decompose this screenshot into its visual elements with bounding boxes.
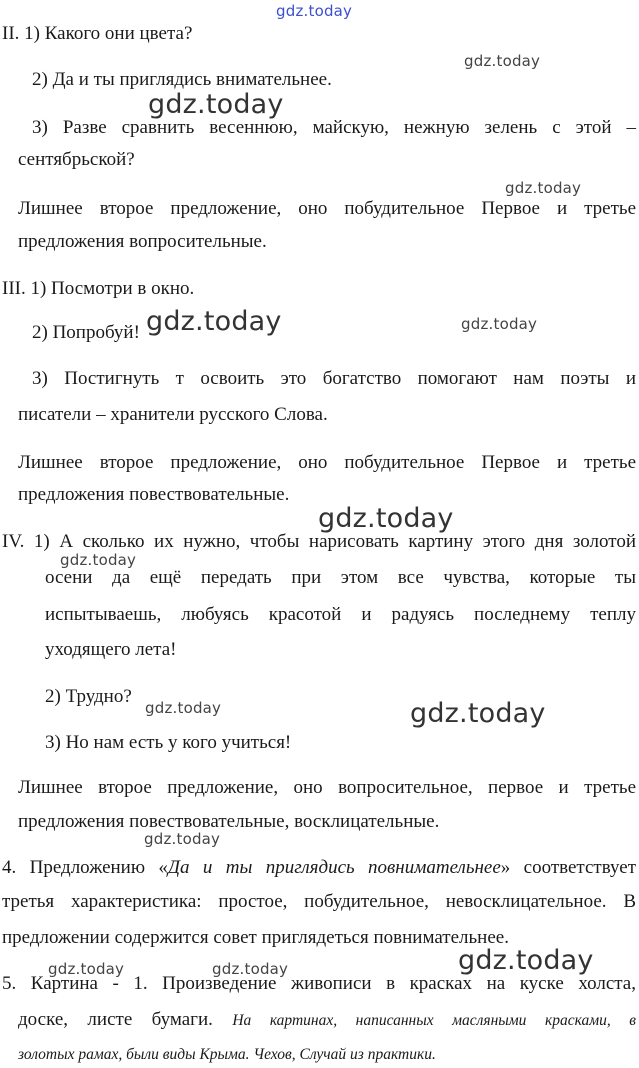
item-4-line-1 [2,856,636,880]
section-4-question-1-line-3: испытываешь, любуясь красотой и радуясь последнему теплу [45,604,636,625]
section-4-question-3: 3) Но нам есть у кого учиться! [45,732,292,753]
watermark: gdz.today [48,960,125,978]
watermark: gdz.today [145,699,222,717]
section-4-question-1-line-4: уходящего лета! [45,639,177,660]
watermark: gdz.today [60,551,137,569]
section-3-question-1: III. 1) Посмотри в окно. [2,278,195,299]
section-2-question-2: 2) Да и ты приглядись внимательнее. [32,69,332,90]
item-4-suffix: » соответствует [500,857,636,878]
watermark-top: gdz.today [276,2,353,20]
item-4-line-2: третья характеристика: простое, побудительное, невосклицательное. В [2,891,636,912]
section-3-answer-line-1: Лишнее второе предложение, оно побудительное Первое и третье [18,452,636,473]
section-3-question-2: 2) Попробуй! [32,322,140,343]
item-5-example-part-2: золотых рамах, были виды Крыма. Чехов, Случай из практики. [18,1046,436,1063]
watermark: gdz.today [318,503,454,534]
watermark: gdz.today [144,830,221,848]
section-2-answer-line-2: предложения вопросительные. [18,231,267,252]
section-4-question-1-line-1: IV. 1) А сколько их нужно, чтобы нарисовать картину этого дня золотой [2,531,636,552]
item-5-line-2 [18,1008,636,1033]
item-4-line-3: предложении содержится совет приглядеться повнимательнее. [2,927,509,948]
watermark: gdz.today [212,960,289,978]
watermark: gdz.today [146,306,282,337]
item-5-definition-end: доске, листе бумаги. [18,1009,213,1030]
section-4-question-1-line-2: осени да ещё передать при этом все чувства, которые ты [45,567,636,588]
watermark: gdz.today [458,945,594,976]
item-4-prefix: 4. Предложению « [2,857,168,878]
section-3-answer-line-2: предложения повествовательные. [18,484,290,505]
item-5-example-part-1: На картинах, написанных масляными красками, в [232,1012,637,1029]
watermark: gdz.today [464,52,541,70]
section-4-answer-line-2: предложения повествовательные, восклицательные. [18,811,440,832]
section-4-answer-line-1: Лишнее второе предложение, оно вопросительное, первое и третье [18,777,636,798]
item-5-line-1: 5. Картина - 1. Произведение живописи в красках на куске холста, [2,973,636,994]
section-4-question-2: 2) Трудно? [45,686,132,707]
item-4-quoted-sentence: Да и ты приглядись повнимательнее [167,857,501,878]
watermark: gdz.today [461,315,538,333]
watermark: gdz.today [410,698,546,729]
section-2-question-1: II. 1) Какого они цвета? [2,23,193,44]
section-2-answer-line-1: Лишнее второе предложение, оно побудительное Первое и третье [18,198,636,219]
section-2-question-3-line-2: сентябрьской? [18,149,135,170]
section-3-question-3-line-1: 3) Постигнуть т освоить это богатство помогают нам поэты и [32,368,636,389]
watermark: gdz.today [505,179,582,197]
watermark: gdz.today [148,89,284,120]
section-3-question-3-line-2: писатели – хранители русского Слова. [18,404,328,425]
section-2-question-3-line-1: 3) Разве сравнить весеннюю, майскую, нежную зелень с этой – [32,117,636,138]
